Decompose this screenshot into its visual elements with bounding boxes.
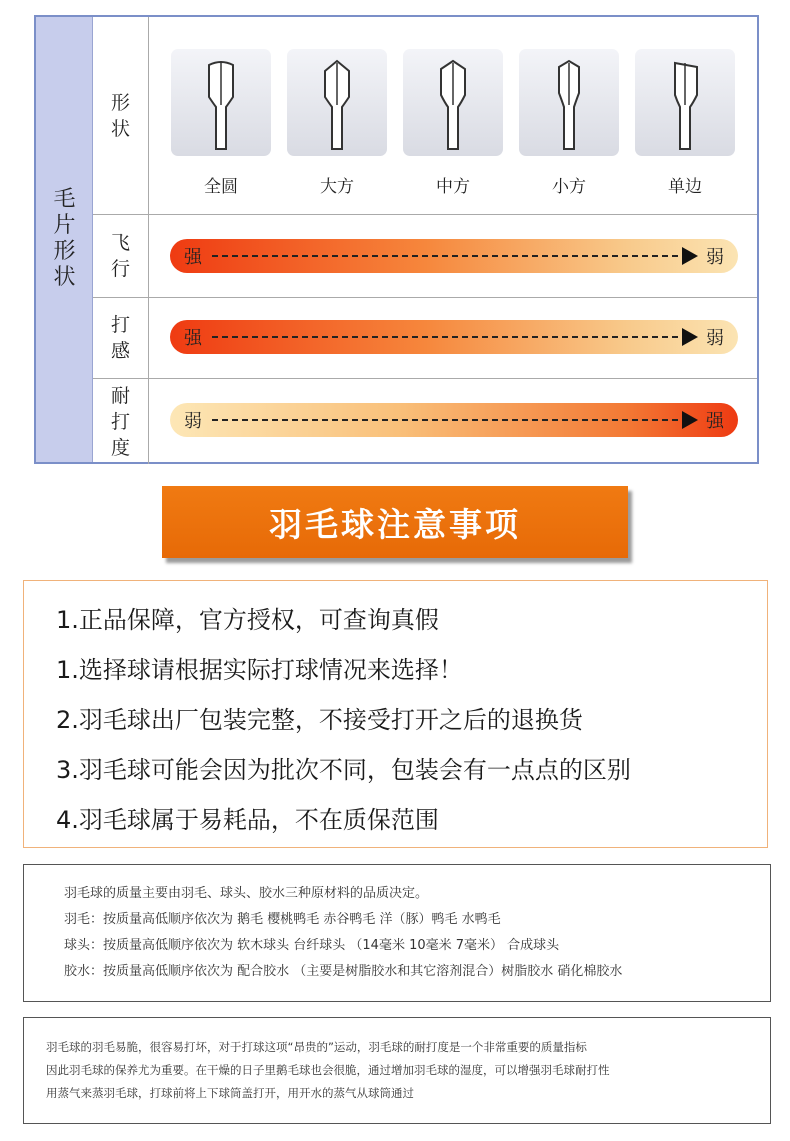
dashed-line — [212, 336, 678, 338]
feather-medium-square-icon — [403, 49, 503, 156]
scale-end: 弱 — [706, 247, 724, 268]
arrow-right-icon — [682, 247, 698, 265]
scale-end: 强 — [706, 411, 724, 432]
shape-name: 中方 — [436, 177, 470, 197]
shape-name: 大方 — [320, 177, 354, 197]
care-info-line: 因此羽毛球的保养尤为重要。在干燥的日子里鹅毛球也会很脆，通过增加羽毛球的湿度，可以增强羽毛球耐打性 — [46, 1063, 610, 1077]
feather-small-square-icon — [519, 49, 619, 156]
durability-row-label: 耐 打 度 — [93, 379, 149, 464]
notice-item: 4.羽毛球属于易耗品，不在质保范围 — [56, 806, 439, 834]
feather-large-square-icon — [287, 49, 387, 156]
side-column — [36, 17, 93, 462]
shape-row — [93, 17, 757, 215]
care-info-line: 羽毛球的羽毛易脆，很容易打坏，对于打球这项“昂贵的”运动，羽毛球的耐打度是一个非常重要的质量指标 — [46, 1040, 587, 1054]
quality-info-box — [23, 864, 771, 1002]
flight-row — [93, 215, 757, 298]
flight-scale-bar — [170, 239, 738, 273]
shape-item — [403, 49, 503, 197]
arrow-right-icon — [682, 328, 698, 346]
shape-item — [635, 49, 735, 197]
feather-full-round-icon — [171, 49, 271, 156]
shape-item — [287, 49, 387, 197]
shape-name: 单边 — [668, 177, 702, 197]
hit-feel-scale-bar — [170, 320, 738, 354]
shape-row-label: 形 状 — [93, 17, 149, 214]
hit-feel-row-label: 打 感 — [93, 298, 149, 378]
quality-info-line: 球头：按质量高低顺序依次为 软木球头 台纤球头 （14毫米 10毫米 7毫米） 合成球头 — [64, 938, 560, 953]
quality-info-line: 胶水：按质量高低顺序依次为 配合胶水 （主要是树脂胶水和其它溶剂混合）树脂胶水 硝化棉胶水 — [64, 964, 623, 979]
dashed-line — [212, 255, 678, 257]
side-title: 毛 片 形 状 — [53, 187, 76, 290]
feather-shape-table — [34, 15, 759, 464]
notice-item: 3.羽毛球可能会因为批次不同，包装会有一点点的区别 — [56, 756, 631, 784]
hit-feel-row — [93, 298, 757, 379]
quality-info-line: 羽毛球的质量主要由羽毛、球头、胶水三种原材料的品质决定。 — [64, 886, 429, 901]
shape-name: 小方 — [552, 177, 586, 197]
durability-row — [93, 379, 757, 464]
notice-item: 2.羽毛球出厂包装完整，不接受打开之后的退换货 — [56, 706, 583, 734]
feather-single-edge-icon — [635, 49, 735, 156]
scale-start: 强 — [184, 328, 202, 349]
notice-banner — [162, 486, 628, 558]
arrow-right-icon — [682, 411, 698, 429]
dashed-line — [212, 419, 678, 421]
durability-scale-bar — [170, 403, 738, 437]
shape-item — [171, 49, 271, 197]
quality-info-line: 羽毛：按质量高低顺序依次为 鹅毛 樱桃鸭毛 赤谷鸭毛 洋（豚）鸭毛 水鸭毛 — [64, 912, 501, 927]
scale-end: 弱 — [706, 328, 724, 349]
scale-start: 弱 — [184, 411, 202, 432]
notice-item: 1.正品保障，官方授权，可查询真假 — [56, 606, 439, 634]
scale-start: 强 — [184, 247, 202, 268]
banner-title: 羽毛球注意事项 — [269, 504, 521, 544]
care-info-line: 用蒸气来蒸羽毛球，打球前将上下球筒盖打开，用开水的蒸气从球筒通过 — [46, 1086, 414, 1100]
notice-item: 1.选择球请根据实际打球情况来选择！ — [56, 656, 463, 684]
shape-name: 全圆 — [204, 177, 238, 197]
shape-item — [519, 49, 619, 197]
care-info-box — [23, 1017, 771, 1124]
notice-list — [23, 580, 768, 848]
flight-row-label: 飞 行 — [93, 215, 149, 297]
